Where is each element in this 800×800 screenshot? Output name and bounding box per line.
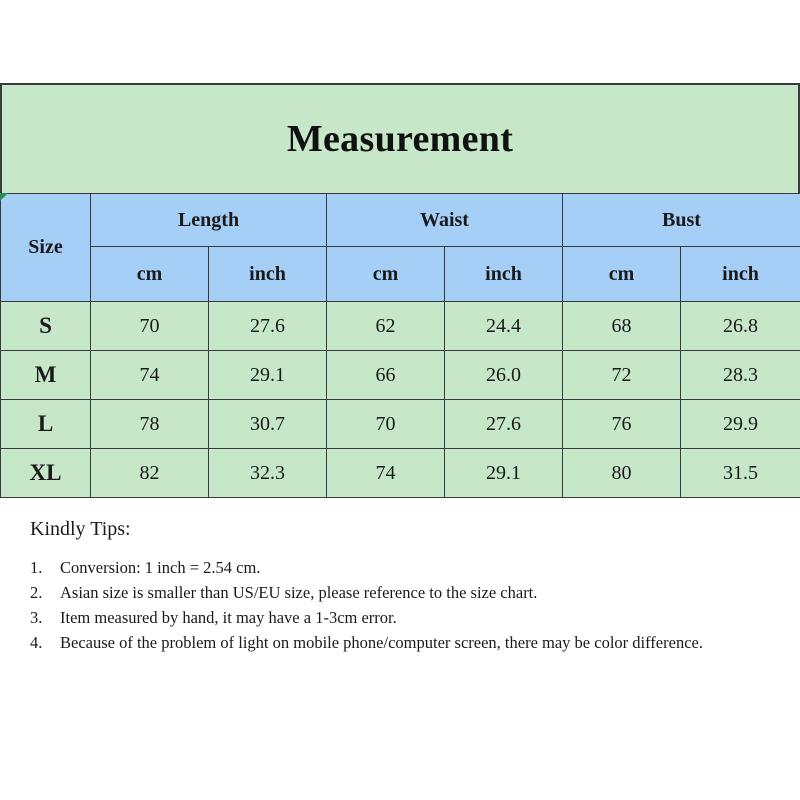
table-row <box>1 449 800 498</box>
table-cell: 74 <box>91 351 209 400</box>
list-item <box>30 580 770 605</box>
group-header-length: Length <box>91 194 327 247</box>
table-cell: 26.8 <box>681 302 800 351</box>
list-item <box>30 555 770 580</box>
table-cell: 27.6 <box>209 302 327 351</box>
size-cell: L <box>1 400 91 449</box>
table-cell: 76 <box>563 400 681 449</box>
size-cell: XL <box>1 449 91 498</box>
unit-header: cm <box>327 247 445 302</box>
size-header: Size <box>1 194 91 302</box>
unit-header: cm <box>91 247 209 302</box>
size-cell: M <box>1 351 91 400</box>
title-band <box>0 83 800 193</box>
table-cell: 31.5 <box>681 449 800 498</box>
table-cell: 26.0 <box>445 351 563 400</box>
table-cell: 30.7 <box>209 400 327 449</box>
table-cell: 74 <box>327 449 445 498</box>
unit-header: cm <box>563 247 681 302</box>
header-row-units <box>1 247 800 302</box>
table-cell: 24.4 <box>445 302 563 351</box>
unit-header: inch <box>445 247 563 302</box>
tip-text: Conversion: 1 inch = 2.54 cm. <box>60 558 261 577</box>
table-cell: 29.1 <box>445 449 563 498</box>
cell-corner-marker <box>0 193 8 201</box>
table-row <box>1 400 800 449</box>
size-table <box>0 193 800 498</box>
tips-title: Kindly Tips: <box>30 518 131 540</box>
group-header-bust: Bust <box>563 194 800 247</box>
list-number: 3. <box>30 608 43 627</box>
table-row <box>1 351 800 400</box>
header-row-groups <box>1 194 800 247</box>
table-cell: 72 <box>563 351 681 400</box>
tip-text: Asian size is smaller than US/EU size, please reference to the size chart. <box>60 583 538 602</box>
table-cell: 82 <box>91 449 209 498</box>
table-cell: 70 <box>91 302 209 351</box>
chart-title: Measurement <box>286 118 514 160</box>
table-cell: 27.6 <box>445 400 563 449</box>
table-cell: 29.1 <box>209 351 327 400</box>
tip-text: Item measured by hand, it may have a 1-3cm error. <box>60 608 397 627</box>
table-cell: 78 <box>91 400 209 449</box>
size-cell: S <box>1 302 91 351</box>
table-cell: 28.3 <box>681 351 800 400</box>
table-cell: 29.9 <box>681 400 800 449</box>
table-cell: 70 <box>327 400 445 449</box>
list-item <box>30 605 770 630</box>
table-cell: 66 <box>327 351 445 400</box>
tips-list <box>30 555 770 655</box>
unit-header: inch <box>681 247 800 302</box>
kindly-tips <box>30 518 770 655</box>
table-cell: 62 <box>327 302 445 351</box>
table-cell: 80 <box>563 449 681 498</box>
table-cell: 32.3 <box>209 449 327 498</box>
table-row <box>1 302 800 351</box>
group-header-waist: Waist <box>327 194 563 247</box>
list-number: 2. <box>30 583 43 602</box>
size-chart <box>0 83 800 498</box>
list-number: 4. <box>30 633 43 652</box>
list-number: 1. <box>30 558 43 577</box>
list-item <box>30 630 770 655</box>
table-cell: 68 <box>563 302 681 351</box>
unit-header: inch <box>209 247 327 302</box>
tip-text: Because of the problem of light on mobile phone/computer screen, there may be color difference. <box>60 633 703 652</box>
